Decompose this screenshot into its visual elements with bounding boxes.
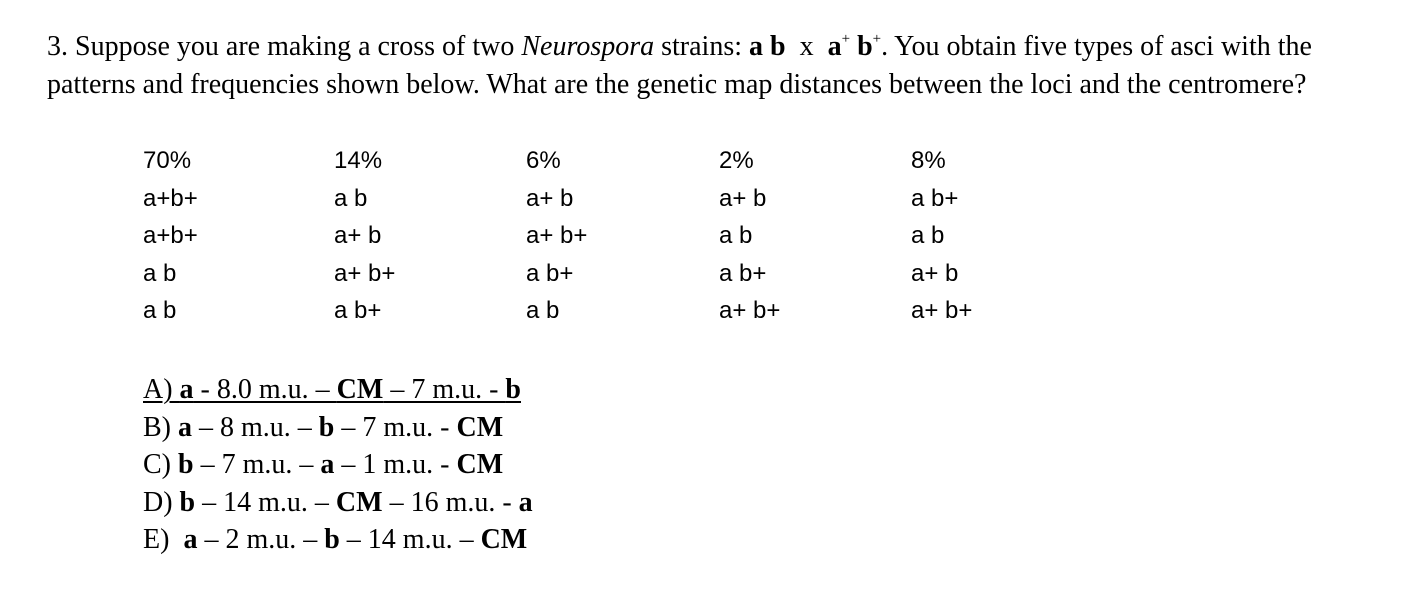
spore-genotype: a b bbox=[911, 222, 945, 249]
spore-genotype: a b bbox=[143, 297, 177, 324]
ascus-column bbox=[334, 142, 395, 330]
spore-genotype: a+ b bbox=[719, 184, 767, 212]
spore-genotype: a+ b bbox=[334, 222, 382, 249]
answer-option-d[interactable]: D) b – 14 m.u. – CM – 16 m.u. - a bbox=[143, 486, 533, 518]
question-text: 3. Suppose you are making a cross of two Neurospora strains: a b x a+ b+. You obtain five types of asci with the patterns and frequencies shown below. What are the genetic map distances between the loci and the centromere? bbox=[47, 30, 1312, 100]
spore-genotype: a b bbox=[526, 297, 560, 324]
ascus-column bbox=[143, 142, 198, 330]
spore-genotype: a b+ bbox=[911, 184, 959, 212]
ascus-column bbox=[911, 142, 972, 330]
ascus-column bbox=[526, 142, 587, 330]
ascus-frequency: 6% bbox=[526, 147, 561, 174]
spore-genotype: a+ b+ bbox=[526, 222, 588, 249]
answer-option-c[interactable]: C) b – 7 m.u. – a – 1 m.u. - CM bbox=[143, 449, 504, 480]
spore-genotype: a b bbox=[143, 259, 177, 287]
cross-parent-1: a b bbox=[749, 31, 786, 62]
spore-genotype: a+ b bbox=[911, 259, 959, 287]
cross-parent-2-b: b bbox=[857, 31, 873, 62]
spore-genotype: a b bbox=[334, 184, 368, 212]
answer-option-b[interactable]: B) a – 8 m.u. – b – 7 m.u. - CM bbox=[143, 411, 504, 443]
organism-name: Neurospora bbox=[521, 31, 655, 62]
spore-genotype: a+b+ bbox=[143, 184, 198, 212]
cross-parent-2-a: a bbox=[827, 31, 842, 62]
answer-options bbox=[143, 371, 533, 559]
answer-option-e[interactable]: E) a – 2 m.u. – b – 14 m.u. – CM bbox=[143, 524, 528, 555]
ascus-frequency: 2% bbox=[719, 147, 754, 174]
cross-symbol: x bbox=[799, 31, 814, 62]
ascus-frequency: 70% bbox=[143, 147, 192, 174]
spore-genotype: a b bbox=[719, 222, 753, 249]
spore-genotype: a b+ bbox=[334, 297, 382, 324]
ascus-frequency: 8% bbox=[911, 147, 946, 174]
answer-option-a[interactable]: A) a - 8.0 m.u. – CM – 7 m.u. - b bbox=[143, 374, 521, 405]
ascus-frequency: 14% bbox=[334, 147, 383, 174]
spore-genotype: a+ b bbox=[526, 184, 574, 212]
ascus-column bbox=[719, 142, 780, 330]
spore-genotype: a+ b+ bbox=[334, 259, 396, 287]
spore-genotype: a+b+ bbox=[143, 222, 198, 249]
spore-genotype: a+ b+ bbox=[719, 297, 781, 324]
spore-genotype: a b+ bbox=[526, 259, 574, 287]
spore-genotype: a b+ bbox=[719, 259, 767, 287]
question-number: 3. bbox=[47, 31, 68, 62]
spore-genotype: a+ b+ bbox=[911, 297, 973, 324]
